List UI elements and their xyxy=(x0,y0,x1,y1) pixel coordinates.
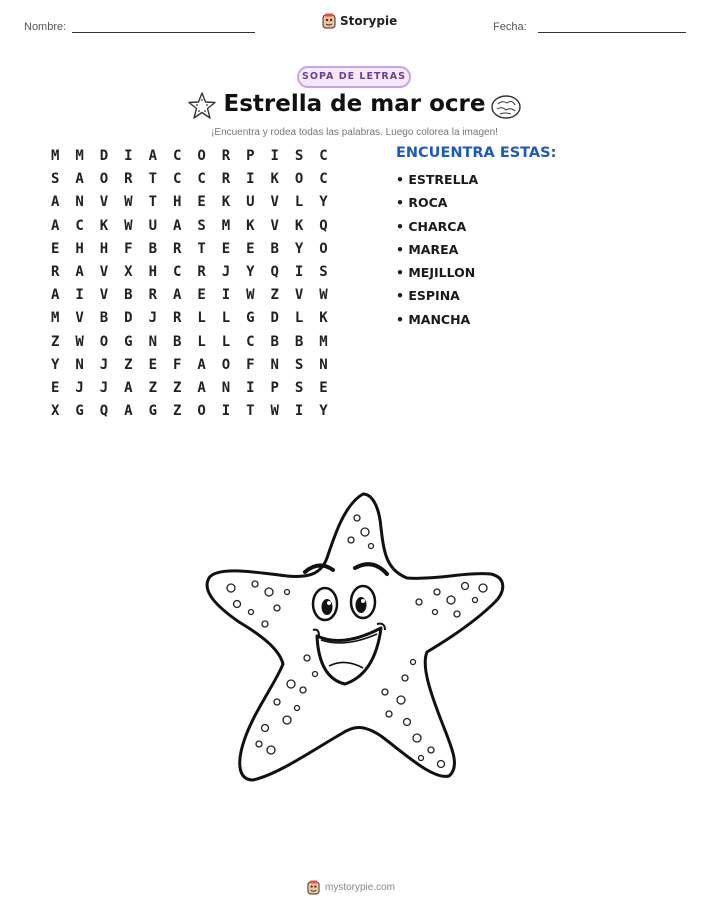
grid-letter[interactable]: L xyxy=(294,194,304,211)
grid-letter[interactable]: R xyxy=(221,171,231,188)
date-label: Fecha: xyxy=(493,21,527,33)
grid-letter[interactable]: N xyxy=(319,356,328,373)
grid-letter[interactable]: F xyxy=(246,356,255,373)
grid-letter[interactable]: Q xyxy=(319,217,328,234)
grid-letter[interactable]: C xyxy=(246,333,255,350)
grid-letter[interactable]: E xyxy=(197,287,206,304)
grid-letter[interactable]: X xyxy=(124,263,133,280)
letter-grid[interactable] xyxy=(48,145,341,423)
grid-letter[interactable]: K xyxy=(246,217,255,234)
grid-letter[interactable]: I xyxy=(270,148,279,164)
grid-letter[interactable]: T xyxy=(148,194,157,211)
grid-letter[interactable]: S xyxy=(197,217,206,234)
rock-outline-icon xyxy=(490,94,522,120)
name-line[interactable] xyxy=(72,32,255,33)
grid-letter[interactable]: C xyxy=(172,148,182,164)
grid-letter[interactable]: T xyxy=(148,171,157,188)
grid-letter[interactable]: B xyxy=(294,333,304,350)
starfish-coloring-illustration[interactable] xyxy=(195,488,515,788)
grid-letter[interactable]: R xyxy=(197,263,206,280)
grid-letter[interactable]: T xyxy=(246,403,255,420)
grid-letter[interactable]: S xyxy=(51,171,60,188)
grid-letter[interactable]: K xyxy=(319,310,328,327)
grid-letter[interactable]: E xyxy=(197,194,206,211)
grid-letter[interactable]: R xyxy=(51,263,60,280)
grid-letter[interactable]: M xyxy=(51,310,60,327)
grid-letter[interactable]: J xyxy=(75,379,84,396)
grid-letter[interactable]: S xyxy=(294,356,304,373)
grid-letter[interactable]: B xyxy=(99,310,109,327)
grid-letter[interactable]: Y xyxy=(319,403,328,420)
grid-letter[interactable]: O xyxy=(99,333,109,350)
grid-letter[interactable]: A xyxy=(51,287,60,304)
word-list-item: • ROCA xyxy=(396,195,448,211)
grid-letter[interactable]: K xyxy=(99,217,109,234)
grid-letter[interactable]: V xyxy=(99,263,109,280)
grid-letter[interactable]: Y xyxy=(51,356,60,373)
grid-letter[interactable]: K xyxy=(294,217,304,234)
grid-letter[interactable]: U xyxy=(148,217,157,234)
grid-letter[interactable]: G xyxy=(75,403,84,420)
grid-letter[interactable]: G xyxy=(148,403,157,420)
footer xyxy=(307,880,395,895)
grid-letter[interactable]: K xyxy=(221,194,231,211)
grid-letter[interactable]: Q xyxy=(99,403,109,420)
date-line[interactable] xyxy=(538,32,686,33)
name-label: Nombre: xyxy=(24,21,67,33)
grid-letter[interactable]: J xyxy=(99,379,109,396)
grid-letter[interactable]: V xyxy=(270,217,279,234)
word-list-item: • MAREA xyxy=(396,241,459,257)
grid-letter[interactable]: A xyxy=(148,148,157,164)
grid-letter[interactable]: H xyxy=(148,263,157,280)
grid-letter[interactable]: B xyxy=(124,287,133,304)
grid-letter[interactable]: E xyxy=(319,379,328,396)
grid-letter[interactable]: E xyxy=(51,379,60,396)
grid-letter[interactable]: A xyxy=(172,217,182,234)
grid-letter[interactable]: E xyxy=(246,240,255,257)
grid-letter[interactable]: D xyxy=(270,310,279,327)
grid-letter[interactable]: F xyxy=(124,240,133,257)
grid-letter[interactable]: N xyxy=(221,379,231,396)
grid-letter[interactable]: Y xyxy=(246,263,255,280)
grid-letter[interactable]: U xyxy=(246,194,255,211)
grid-letter[interactable]: S xyxy=(294,379,304,396)
grid-letter[interactable]: O xyxy=(197,148,206,164)
grid-letter[interactable]: I xyxy=(246,379,255,396)
grid-letter[interactable]: C xyxy=(172,171,182,188)
grid-letter[interactable]: P xyxy=(246,148,255,164)
grid-letter[interactable]: L xyxy=(221,310,231,327)
grid-letter[interactable]: O xyxy=(197,403,206,420)
grid-letter[interactable]: A xyxy=(197,379,206,396)
grid-letter[interactable]: L xyxy=(197,333,206,350)
grid-letter[interactable]: Z xyxy=(51,333,60,350)
grid-letter[interactable]: Z xyxy=(148,379,157,396)
grid-letter[interactable]: H xyxy=(99,240,109,257)
grid-letter[interactable]: V xyxy=(99,287,109,304)
grid-letter[interactable]: W xyxy=(270,403,279,420)
activity-badge: SOPA DE LETRAS xyxy=(297,66,411,88)
grid-letter[interactable]: F xyxy=(172,356,182,373)
grid-letter[interactable]: I xyxy=(75,287,84,304)
grid-letter[interactable]: J xyxy=(148,310,157,327)
grid-letter[interactable]: G xyxy=(124,333,133,350)
word-list-item: • MEJILLON xyxy=(396,265,476,281)
grid-letter[interactable]: I xyxy=(221,287,231,304)
grid-letter[interactable]: I xyxy=(294,403,304,420)
grid-letter[interactable]: E xyxy=(148,356,157,373)
grid-letter[interactable]: D xyxy=(124,310,133,327)
grid-letter[interactable]: R xyxy=(124,171,133,188)
grid-letter[interactable]: M xyxy=(319,333,328,350)
grid-letter[interactable]: J xyxy=(99,356,109,373)
grid-letter[interactable]: L xyxy=(197,310,206,327)
grid-letter[interactable]: Z xyxy=(124,356,133,373)
grid-letter[interactable]: C xyxy=(319,171,328,188)
brand-name: Storypie xyxy=(340,14,398,28)
grid-letter[interactable]: I xyxy=(294,263,304,280)
word-list-item: • ESTRELLA xyxy=(396,172,479,187)
grid-letter[interactable]: Z xyxy=(172,379,182,396)
grid-letter[interactable]: Z xyxy=(270,287,279,304)
grid-letter[interactable]: B xyxy=(270,240,279,257)
grid-letter[interactable]: I xyxy=(221,403,231,420)
instructions: ¡Encuentra y rodea todas las palabras. Luego colorea la imagen! xyxy=(211,127,498,138)
grid-letter[interactable]: C xyxy=(75,217,84,234)
grid-letter[interactable]: O xyxy=(221,356,231,373)
grid-letter[interactable]: N xyxy=(75,194,84,211)
grid-letter[interactable]: N xyxy=(270,356,279,373)
grid-letter[interactable]: O xyxy=(294,171,304,188)
grid-letter[interactable]: B xyxy=(148,240,157,257)
grid-letter[interactable]: X xyxy=(51,403,60,420)
grid-letter[interactable]: E xyxy=(221,240,231,257)
grid-letter[interactable]: V xyxy=(270,194,279,211)
grid-letter[interactable]: H xyxy=(75,240,84,257)
grid-letter[interactable]: N xyxy=(75,356,84,373)
grid-letter[interactable]: Q xyxy=(270,263,279,280)
grid-letter[interactable]: T xyxy=(197,240,206,257)
grid-letter[interactable]: D xyxy=(99,148,109,164)
word-list-item: • CHARCA xyxy=(396,218,467,234)
word-list-title: ENCUENTRA ESTAS: xyxy=(396,145,557,161)
grid-letter[interactable]: L xyxy=(221,333,231,350)
grid-letter[interactable]: W xyxy=(75,333,84,350)
grid-letter[interactable]: W xyxy=(124,194,133,211)
grid-letter[interactable]: C xyxy=(319,148,328,164)
grid-letter[interactable]: E xyxy=(51,240,60,257)
grid-letter[interactable]: G xyxy=(246,310,255,327)
grid-letter[interactable]: Y xyxy=(319,194,328,211)
grid-letter[interactable]: A xyxy=(75,263,84,280)
grid-letter[interactable]: A xyxy=(75,171,84,188)
storypie-logo-icon xyxy=(307,880,320,895)
footer-url[interactable]: mystorypie.com xyxy=(325,882,396,893)
grid-letter[interactable]: A xyxy=(124,403,133,420)
grid-letter[interactable]: R xyxy=(172,310,182,327)
grid-letter[interactable]: O xyxy=(319,240,328,257)
grid-letter[interactable]: R xyxy=(221,148,231,164)
grid-letter[interactable]: P xyxy=(270,379,279,396)
grid-letter[interactable]: W xyxy=(124,217,133,234)
grid-letter[interactable]: A xyxy=(51,194,60,211)
grid-letter[interactable]: A xyxy=(51,217,60,234)
grid-letter[interactable]: A xyxy=(197,356,206,373)
storypie-logo-icon xyxy=(322,13,336,29)
grid-letter[interactable]: C xyxy=(197,171,206,188)
brand-logo xyxy=(322,13,397,29)
page-title: Estrella de mar ocre xyxy=(223,91,486,117)
grid-letter[interactable]: K xyxy=(270,171,279,188)
word-list xyxy=(396,171,478,334)
grid-letter[interactable]: S xyxy=(294,148,304,164)
grid-letter[interactable]: H xyxy=(172,194,182,211)
grid-letter[interactable]: M xyxy=(51,148,60,164)
grid-letter[interactable]: V xyxy=(294,287,304,304)
grid-letter[interactable]: A xyxy=(172,287,182,304)
grid-letter[interactable]: M xyxy=(75,148,84,164)
grid-letter[interactable]: J xyxy=(221,263,231,280)
grid-letter[interactable]: V xyxy=(75,310,84,327)
grid-letter[interactable]: Y xyxy=(294,240,304,257)
word-list-item: • ESPINA xyxy=(396,288,460,304)
grid-letter[interactable]: R xyxy=(172,240,182,257)
word-list-item: • MANCHA xyxy=(396,311,471,327)
grid-letter[interactable]: B xyxy=(172,333,182,350)
grid-letter[interactable]: W xyxy=(246,287,255,304)
grid-letter[interactable]: A xyxy=(124,379,133,396)
grid-letter[interactable]: Z xyxy=(172,403,182,420)
grid-letter[interactable]: C xyxy=(172,263,182,280)
grid-letter[interactable]: S xyxy=(319,263,328,280)
grid-letter[interactable]: I xyxy=(124,148,133,164)
grid-letter[interactable]: B xyxy=(270,333,279,350)
grid-letter[interactable]: V xyxy=(99,194,109,211)
grid-letter[interactable]: R xyxy=(148,287,157,304)
grid-letter[interactable]: L xyxy=(294,310,304,327)
grid-letter[interactable]: I xyxy=(246,171,255,188)
grid-letter[interactable]: N xyxy=(148,333,157,350)
grid-letter[interactable]: W xyxy=(319,287,328,304)
grid-letter[interactable]: O xyxy=(99,171,109,188)
grid-letter[interactable]: M xyxy=(221,217,231,234)
